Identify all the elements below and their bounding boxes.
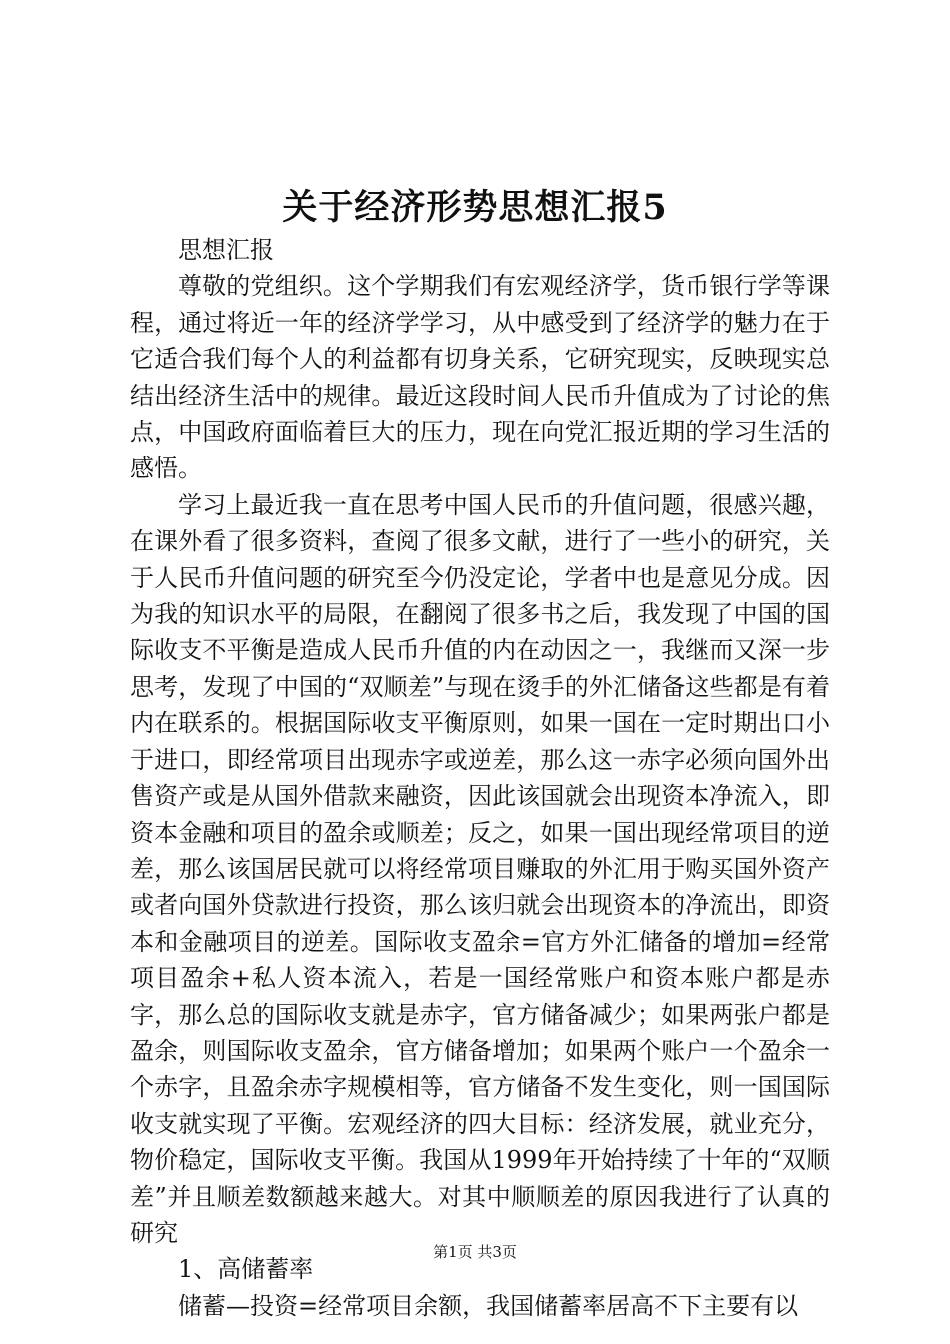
paragraph-savings: 储蓄—投资=经常项目余额，我国储蓄率居高不下主要有以 (178, 1291, 799, 1320)
document-title: 关于经济形势思想汇报5 (282, 187, 668, 228)
paragraph-heading: 思想汇报 (178, 236, 274, 264)
paragraph-section-heading: 1、高储蓄率 (178, 1255, 314, 1284)
document-body (130, 232, 830, 1324)
paragraph-intro: 尊敬的党组织。这个学期我们有宏观经济学，货币银行学等课程，通过将近一年的经济学学习，从中感受到了经济学的魅力在于它适合我们每个人的利益都有切身关系，它研究现实，反映现实总结出经济生活中的规律。最近这段时间人民币升值成为了讨论的焦点，中国政府面临着巨大的压力，现在向党汇报近期的学习生活的感悟。 (130, 272, 830, 483)
page-footer: 第1页 共3页 (433, 1243, 517, 1261)
paragraph-study: 学习上最近我一直在思考中国人民币的升值问题，很感兴趣，在课外看了很多资料，查阅了很多文献，进行了一些小的研究，关于人民币升值问题的研究至今仍没定论，学者中也是意见分成。因为我的知识水平的局限，在翻阅了很多书之后，我发现了中国的国际收支不平衡是造成人民币升值的内在动因之一，我继而又深一步思考，发现了中国的“双顺差”与现在烫手的外汇储备这些都是有着内在联系的。根据国际收支平衡原则，如果一国在一定时期出口小于进口，即经常项目出现赤字或逆差，那么这一赤字必须向国外出售资产或是从国外借款来融资，因此该国就会出现资本净流入，即资本金融和项目的盈余或顺差；反之，如果一国出现经常项目的逆差，那么该国居民就可以将经常项目赚取的外汇用于购买国外资产或者向国外贷款进行投资，那么该归就会出现资本的净流出，即资本和金融项目的逆差。国际收支盈余=官方外汇储备的增加=经常项目盈余+私人资本流入，若是一国经常账户和资本账户都是赤字，那么总的国际收支就是赤字，官方储备减少；如果两张户都是盈余，则国际收支盈余，官方储备增加；如果两个账户一个盈余一个赤字，且盈余赤字规模相等，官方储备不发生变化，则一国国际收支就实现了平衡。宏观经济的四大目标：经济发展，就业充分，物价稳定，国际收支平衡。我国从1999年开始持续了十年的“双顺差”并且顺差数额越来越大。对其中顺顺差的原因我进行了认真的研究 (130, 490, 830, 1247)
